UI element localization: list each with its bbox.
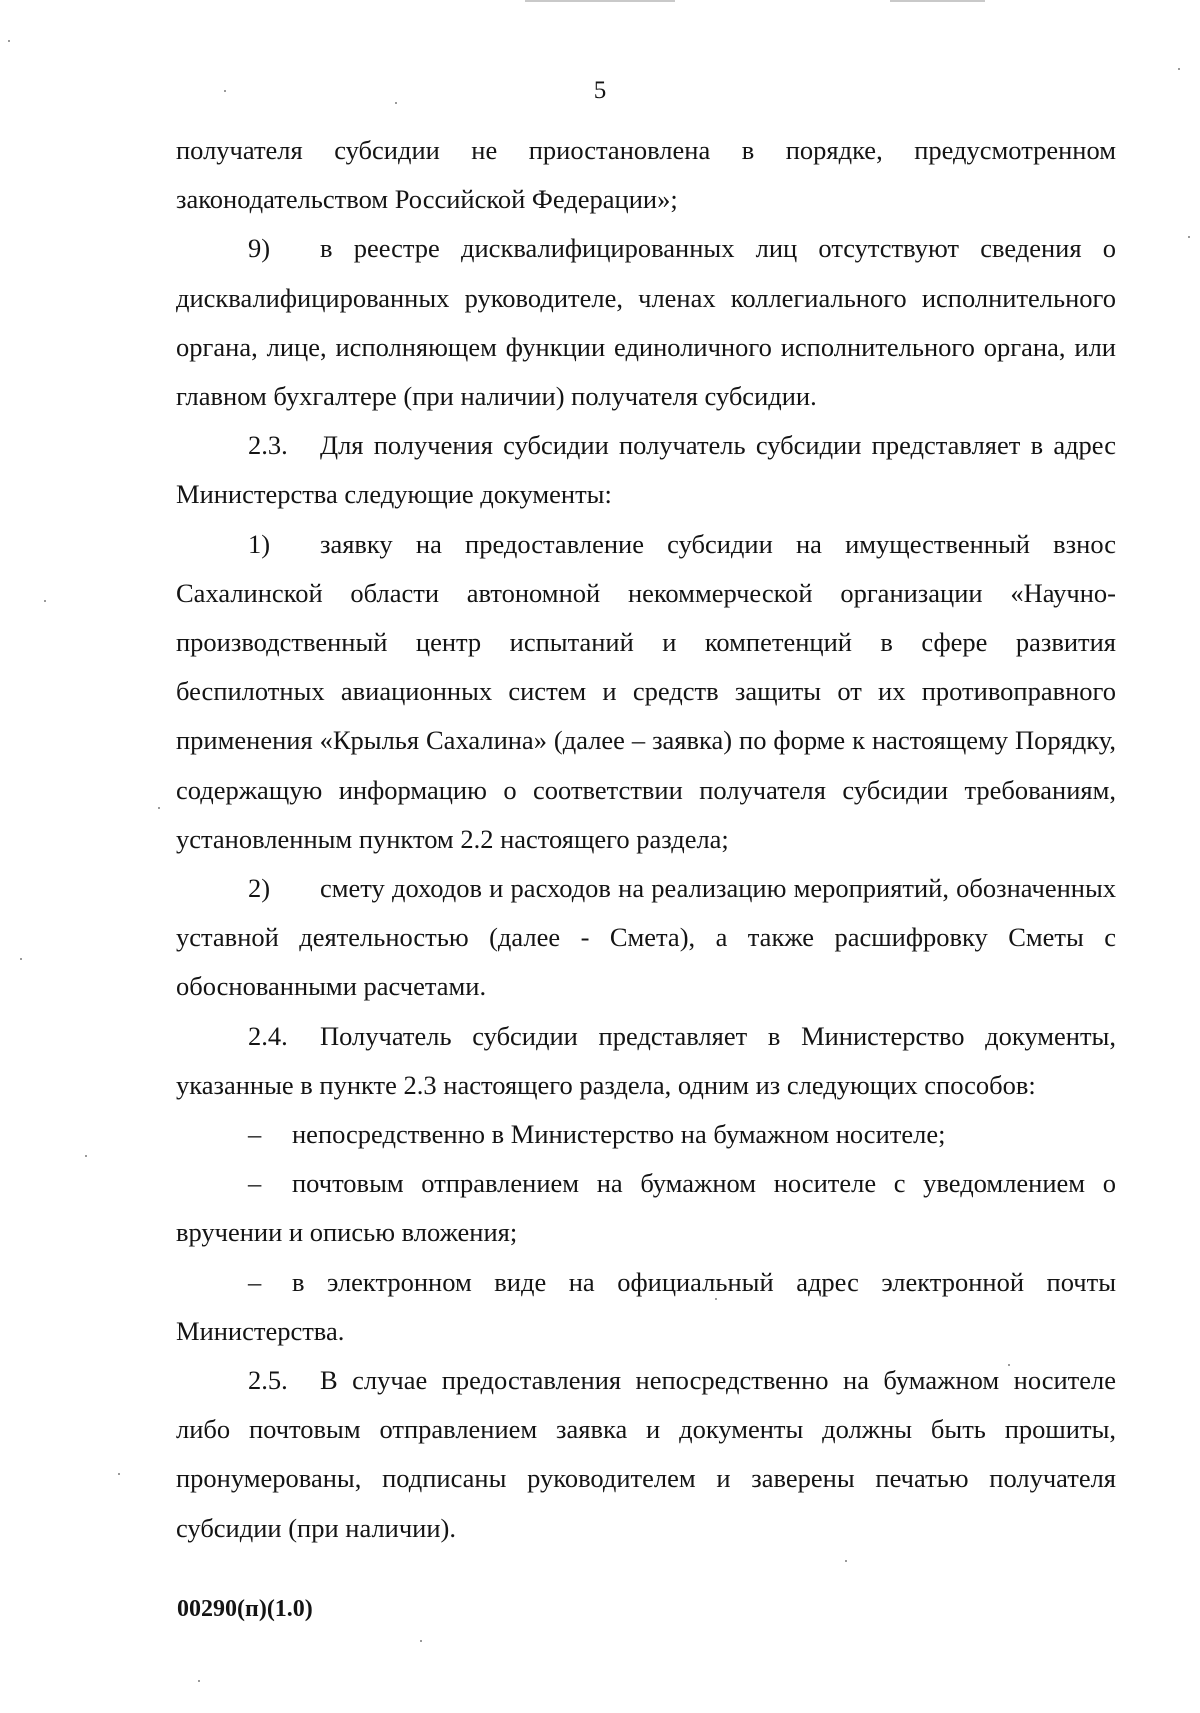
scan-artifact-line — [890, 0, 985, 2]
scan-speck — [845, 1560, 847, 1562]
scan-speck — [1178, 68, 1180, 70]
section-2-3 — [176, 421, 1116, 519]
section-2-3-item-1 — [176, 520, 1116, 864]
dash-item-text: непосредственно в Министерство на бумажном носителе; — [292, 1119, 946, 1150]
scan-speck — [8, 40, 10, 42]
scan-speck — [118, 1473, 120, 1475]
item-text: заявку на предоставление субсидии на имущественный взнос Сахалинской области автономной некоммерческой организации «Научно-производственный центр испытаний и компетенций в сфере развития беспилотных авиационных систем и средств защиты от их противоправного применения «Крылья Сахалина» (далее – заявка) по форме к настоящему Порядку, содержащую информацию о соответствии получателя субсидии требованиям, установленным пунктом 2.2 настоящего раздела; — [176, 528, 1116, 854]
item-number: 2) — [248, 873, 271, 904]
scan-speck — [1188, 236, 1190, 238]
document-code: 00290(п)(1.0) — [177, 1596, 313, 1622]
paragraph-text: получателя субсидии не приостановлена в порядке, предусмотренном законодательством Российской Федерации»; — [176, 135, 1116, 215]
scan-speck — [158, 807, 160, 809]
section-text: Получатель субсидии представляет в Министерство документы, указанные в пункте 2.3 настоящего раздела, одним из следующих способов: — [176, 1020, 1116, 1100]
dash-item-3 — [176, 1258, 1116, 1356]
section-2-4 — [176, 1012, 1116, 1110]
scan-speck — [44, 600, 46, 602]
dash-marker: – — [248, 1266, 262, 1297]
section-text: Для получения субсидии получатель субсидии представляет в адрес Министерства следующие документы: — [176, 430, 1116, 510]
scan-speck — [420, 1640, 422, 1642]
section-text: В случае предоставления непосредственно на бумажном носителе либо почтовым отправлением заявка и документы должны быть прошиты, пронумерованы, подписаны руководителем и заверены печатью получателя субсидии (при наличии). — [176, 1365, 1116, 1543]
dash-item-2 — [176, 1159, 1116, 1257]
item-number: 9) — [248, 233, 271, 264]
dash-marker: – — [248, 1168, 262, 1199]
section-number: 2.3. — [248, 430, 288, 461]
section-2-3-item-2 — [176, 864, 1116, 1012]
dash-marker: – — [248, 1119, 262, 1150]
scan-speck — [20, 958, 22, 960]
dash-item-text: почтовым отправлением на бумажном носителе с уведомлением о вручении и описью вложения; — [176, 1168, 1116, 1248]
section-number: 2.4. — [248, 1020, 288, 1051]
scan-speck — [198, 1680, 200, 1682]
section-2-5 — [176, 1356, 1116, 1553]
paragraph-continued — [176, 126, 1116, 224]
document-body — [176, 126, 1116, 1553]
section-number: 2.5. — [248, 1365, 288, 1396]
scan-speck — [85, 1155, 87, 1157]
list-item-9 — [176, 224, 1116, 421]
scan-artifact-line — [525, 0, 675, 2]
item-text: в реестре дисквалифицированных лиц отсутствуют сведения о дисквалифицированных руководителе, членах коллегиального исполнительного органа, лице, исполняющем функции единоличного исполнительного органа, или главном бухгалтере (при наличии) получателя субсидии. — [176, 233, 1116, 412]
dash-item-text: в электронном виде на официальный адрес электронной почты Министерства. — [176, 1266, 1116, 1346]
dash-item-1 — [176, 1110, 1116, 1159]
item-text: смету доходов и расходов на реализацию мероприятий, обозначенных уставной деятельностью (далее - Смета), а также расшифровку Сметы с обоснованными расчетами. — [176, 873, 1116, 1002]
item-number: 1) — [248, 528, 271, 559]
page-number: 5 — [593, 77, 607, 104]
